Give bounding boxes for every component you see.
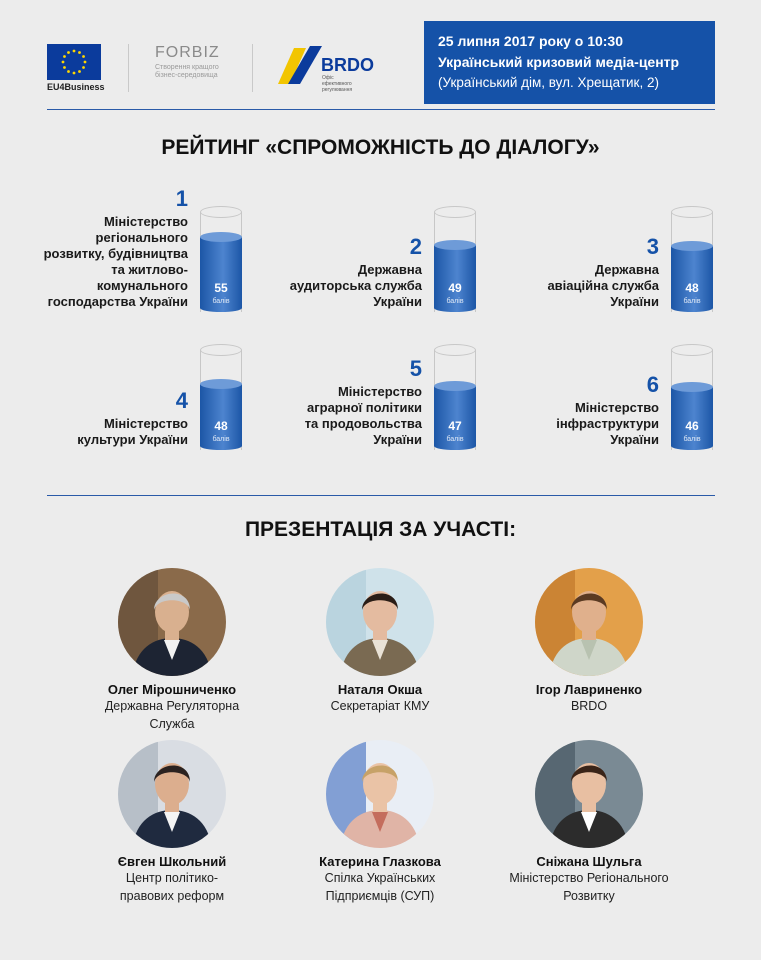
cylinder-fill-top (200, 379, 242, 389)
cylinder-fill-top (434, 240, 476, 250)
score-value: 55 (214, 281, 228, 295)
brdo-subtitle: Офіс ефективного регулювання (322, 75, 353, 93)
score-cylinder (671, 212, 713, 312)
rank-institution-line: Міністерство (337, 384, 422, 399)
cylinder-fill-top (434, 381, 476, 391)
cylinder-rim (671, 344, 713, 356)
speaker-organization: BRDO (570, 699, 608, 713)
speaker-photo (118, 740, 226, 848)
event-info-box (424, 21, 715, 104)
speaker-organization: Державна Регуляторна (104, 699, 240, 713)
forbiz-subtitle-2: бізнес-середовища (155, 72, 218, 79)
speaker-organization: Центр політико- (125, 871, 219, 885)
speaker-photo (535, 568, 643, 676)
score-unit: балів (446, 298, 464, 305)
speaker-organization: Служба (149, 717, 195, 731)
rank-number: 1 (175, 186, 188, 211)
score-value: 48 (685, 281, 699, 295)
speaker-name: Наталя Окша (337, 682, 423, 697)
score-unit: балів (212, 436, 230, 443)
rank-number: 4 (175, 388, 188, 413)
speaker-organization: Розвитку (563, 889, 615, 903)
rank-institution-line: України (610, 432, 659, 447)
speaker-card (72, 568, 272, 733)
score-cylinder (434, 350, 476, 450)
rank-number: 5 (409, 356, 422, 381)
event-datetime: 25 липня 2017 року о 10:30 (438, 33, 624, 49)
rank-institution-line: Державна (357, 262, 422, 277)
rank-institution-line: України (373, 432, 422, 447)
rank-institution-line: Міністерство (574, 400, 659, 415)
rank-institution-line: аграрної політики (306, 400, 422, 415)
speaker-photo (326, 740, 434, 848)
score-cylinder (671, 350, 713, 450)
score-unit: балів (212, 298, 230, 305)
speaker-name: Олег Мірошниченко (107, 682, 237, 697)
rank-institution-line: та продовольства (304, 416, 422, 431)
cylinder-fill-top (200, 232, 242, 242)
rank-institution-line: України (373, 294, 422, 309)
score-cylinder (434, 212, 476, 312)
cylinder-rim (434, 344, 476, 356)
rank-institution-line: інфраструктури (556, 416, 659, 431)
middle-divider (47, 495, 715, 496)
speaker-organization: правових реформ (119, 889, 225, 903)
speaker-card (489, 568, 689, 715)
brdo-logo-icon (276, 44, 324, 86)
header (0, 0, 761, 110)
score-cylinder (200, 212, 242, 312)
rank-institution-line: культури України (77, 432, 188, 447)
cylinder-rim (671, 206, 713, 218)
cylinder-rim (434, 206, 476, 218)
speaker-card (280, 740, 480, 905)
ranking-title: РЕЙТИНГ «СПРОМОЖНІСТЬ ДО ДІАЛОГУ» (161, 136, 600, 159)
score-value: 47 (448, 419, 462, 433)
event-address: (Український дім, вул. Хрещатик, 2) (438, 75, 659, 90)
speaker-card (72, 740, 272, 905)
speaker-photo (535, 740, 643, 848)
forbiz-name: FORBIZ (155, 44, 220, 61)
top-divider (47, 109, 715, 110)
speaker-organization: Секретаріат КМУ (330, 699, 430, 713)
speaker-name: Ігор Лавриненко (535, 682, 643, 697)
cylinder-fill-top (671, 382, 713, 392)
eu4business-label: EU4Business (47, 82, 105, 92)
rank-number: 3 (646, 234, 659, 259)
rank-institution-line: Міністерство (103, 416, 188, 431)
speaker-name: Сніжана Шульга (536, 854, 642, 869)
speaker-organization: Спілка Українських (324, 871, 436, 885)
score-value: 48 (214, 419, 228, 433)
score-value: 46 (685, 419, 699, 433)
speaker-card (280, 568, 480, 715)
presentation-title: ПРЕЗЕНТАЦІЯ ЗА УЧАСТІ: (244, 518, 517, 541)
speaker-organization: Міністерство Регіонального (509, 871, 669, 885)
speaker-name: Катерина Глазкова (319, 854, 441, 869)
rank-institution-line: розвитку, будівництва (43, 246, 188, 261)
rank-institution-line: Міністерство (103, 214, 188, 229)
rank-institution-line: аудиторська служба (289, 278, 422, 293)
forbiz-logo (155, 44, 235, 80)
speaker-photo (118, 568, 226, 676)
rank-institution-line: України (610, 294, 659, 309)
speaker-card (489, 740, 689, 905)
score-unit: балів (446, 436, 464, 443)
rank-number: 6 (646, 372, 659, 397)
header-divider (252, 44, 253, 92)
rank-institution-line: регіонального (95, 230, 188, 245)
speaker-organization: Підприємців (СУП) (325, 889, 435, 903)
rank-institution-line: Державна (594, 262, 659, 277)
rank-number: 2 (409, 234, 422, 259)
event-venue: Український кризовий медіа-центр (438, 54, 680, 70)
header-divider (128, 44, 129, 92)
cylinder-rim (200, 344, 242, 356)
speaker-photo (326, 568, 434, 676)
speaker-name: Євген Школьний (117, 854, 227, 869)
cylinder-rim (200, 206, 242, 218)
rank-institution-line: та житлово- (111, 262, 188, 277)
score-value: 49 (448, 281, 462, 295)
score-unit: балів (683, 298, 701, 305)
brdo-name: BRDO (321, 55, 374, 75)
score-unit: балів (683, 436, 701, 443)
forbiz-subtitle-1: Створення кращого (155, 64, 219, 71)
score-cylinder (200, 350, 242, 450)
rank-institution-line: комунального (96, 278, 188, 293)
cylinder-fill-top (671, 241, 713, 251)
eu-flag-icon (47, 44, 101, 80)
rank-institution-line: господарства України (47, 294, 188, 309)
rank-institution-line: авіаційна служба (547, 278, 659, 293)
